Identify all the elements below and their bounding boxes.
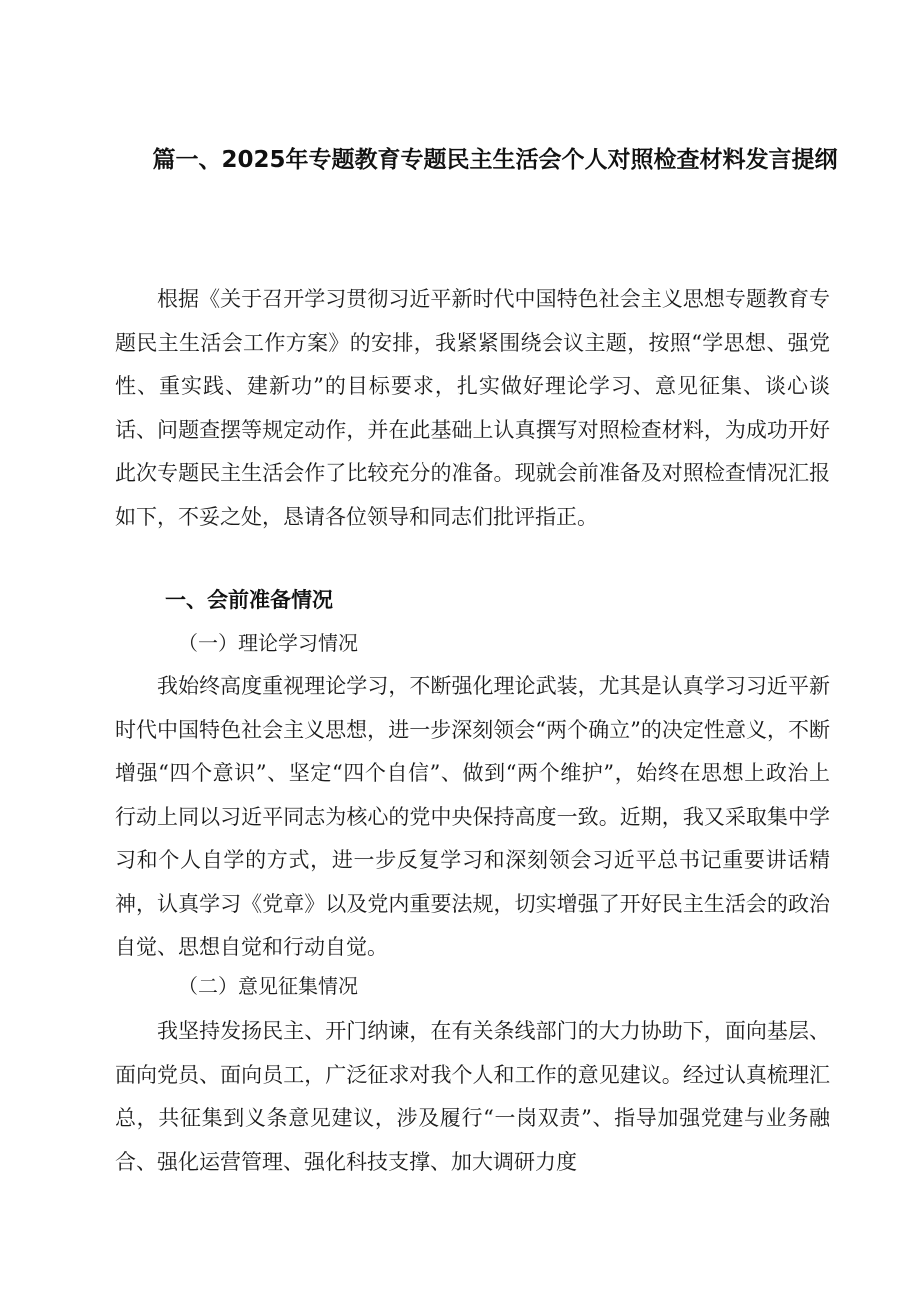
subsection-1-paragraph: 我始终高度重视理论学习，不断强化理论武装，尤其是认真学习习近平新时代中国特色社会主义思想，进一步深刻领会“两个确立”的决定性意义，不断增强“四个意识”、坚定“四个自信”、做到“两个维护”，始终在思想上政治上行动上同以习近平同志为核心的党中央保持高度一致。近期，我又采取集中学习和个人自学的方式，进一步反复学习和深刻领会习近平总书记重要讲话精神，认真学习《党章》以及党内重要法规，切实增强了开好民主生活会的政治自觉、思想自觉和行动自觉。 — [115, 674, 830, 959]
section-heading: 一、会前准备情况 — [165, 588, 333, 612]
intro-paragraph: 根据《关于召开学习贯彻习近平新时代中国特色社会主义思想专题教育专题民主生活会工作方案》的安排，我紧紧围绕会议主题，按照“学思想、强党性、重实践、建新功”的目标要求，扎实做好理论学习、意见征集、谈心谈话、问题查摆等规定动作，并在此基础上认真撰写对照检查材料，为成功开好此次专题民主生活会作了比较充分的准备。现就会前准备及对照检查情况汇报如下，不妥之处，恳请各位领导和同志们批评指正。 — [115, 287, 830, 529]
subsection-2-paragraph: 我坚持发扬民主、开门纳谏，在有关条线部门的大力协助下，面向基层、面向党员、面向员工，广泛征求对我个人和工作的意见建议。经过认真梳理汇总，共征集到义条意见建议，涉及履行“一岗双责”、指导加强党建与业务融合、强化运营管理、强化科技支撑、加大调研力度 — [115, 1019, 830, 1174]
subsection-1-heading: （一）理论学习情况 — [178, 631, 358, 655]
document-title: 篇一、2025年专题教育专题民主生活会个人对照检查材料发言提纲 — [152, 147, 838, 173]
subsection-2-heading: （二）意见征集情况 — [178, 974, 358, 998]
